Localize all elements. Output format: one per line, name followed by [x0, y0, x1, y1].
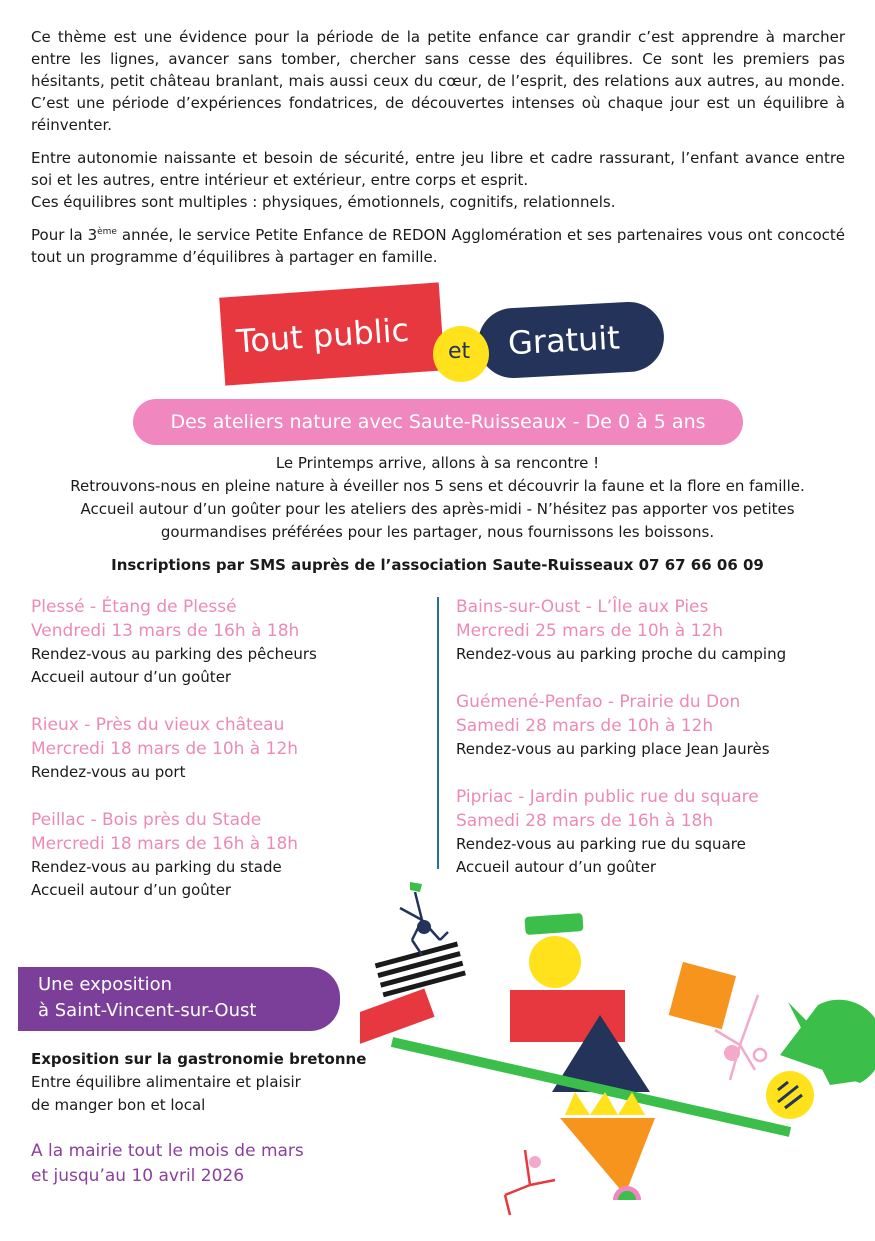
green-bar-shape: [524, 913, 583, 935]
event-date: Mercredi 18 mars de 10h à 12h: [31, 739, 299, 759]
column-divider: [437, 597, 439, 869]
intro-paragraph-1: Ce thème est une évidence pour la période de la petite enfance car grandir c’est apprendre à marcher entre les lignes, avancer sans tomber, chercher sans cesse des équilibres. Ce sont les premiers pas hésitants, petit château branlant, mais aussi ceux du cœur, de l’esprit, des relations aux autres, au monde. C’est une période d’expériences fondatrices, de découvertes intenses où chaque jour est un équilibre à réinventer.: [31, 28, 845, 134]
event-date: Mercredi 25 mars de 10h à 12h: [456, 621, 724, 641]
event-info: Rendez-vous au parking place Jean Jaurès: [456, 740, 770, 758]
yellow-maze-circle-shape: [766, 1071, 814, 1119]
ateliers-line-3: Accueil autour d’un goûter pour les ateliers des après-midi - N’hésitez pas apporter vos petites: [80, 500, 795, 518]
event-info: Accueil autour d’un goûter: [31, 668, 232, 686]
yellow-zigzag-shape: [565, 1092, 645, 1115]
event-place: Peillac - Bois près du Stade: [31, 810, 262, 830]
event-info: Rendez-vous au parking du stade: [31, 858, 282, 876]
exposition-line-1: Entre équilibre alimentaire et plaisir: [31, 1073, 301, 1091]
gratuit-badge: [476, 300, 665, 380]
exposition-description: [31, 1048, 366, 1117]
intro-paragraph-2b: Ces équilibres sont multiples : physiques, émotionnels, cognitifs, relationnels.: [31, 193, 616, 211]
event-info: Rendez-vous au parking proche du camping: [456, 645, 787, 663]
event-place: Rieux - Près du vieux château: [31, 715, 285, 735]
event-info: Rendez-vous au parking des pêcheurs: [31, 645, 317, 663]
orange-square-shape: [669, 962, 736, 1029]
event-info: Rendez-vous au port: [31, 763, 186, 781]
event-info: Accueil autour d’un goûter: [456, 858, 657, 876]
exposition-banner-line-1: Une exposition: [38, 974, 173, 995]
tout-public-label: Tout public: [234, 310, 411, 361]
event-date: Samedi 28 mars de 10h à 12h: [456, 716, 714, 736]
tout-public-badge: [219, 282, 445, 385]
exposition-banner-line-2: à Saint-Vincent-sur-Oust: [38, 1000, 257, 1021]
event-date: Mercredi 18 mars de 16h à 18h: [31, 834, 299, 854]
intro-p3-pre: Pour la 3: [31, 226, 98, 244]
event-peillac: [31, 808, 298, 902]
event-date: Samedi 28 mars de 16h à 18h: [456, 811, 714, 831]
ateliers-line-2: Retrouvons-nous en pleine nature à éveiller nos 5 sens et découvrir la faune et la flore en famille.: [70, 477, 805, 495]
event-info: Rendez-vous au parking rue du square: [456, 835, 746, 853]
ateliers-line-1: Le Printemps arrive, allons à sa rencontre !: [275, 454, 600, 472]
intro-p3-post: année, le service Petite Enfance de REDON Agglomération et ses partenaires vous ont concocté tout un programme d’équilibres à partager en famille.: [31, 226, 845, 266]
intro-p3-sup: ème: [97, 227, 117, 237]
event-pipriac: [456, 785, 759, 879]
exposition-date-line-1: A la mairie tout le mois de mars: [31, 1141, 304, 1161]
exposition-date-line-2: et jusqu’au 10 avril 2026: [31, 1166, 245, 1186]
orange-triangle-shape: [560, 1118, 655, 1195]
event-date: Vendredi 13 mars de 16h à 18h: [31, 621, 300, 641]
balance-illustration: [360, 870, 875, 1241]
event-info: Accueil autour d’un goûter: [31, 881, 232, 899]
event-place: Pipriac - Jardin public rue du square: [456, 787, 759, 807]
event-place: Guémené-Penfao - Prairie du Don: [456, 692, 741, 712]
et-label: et: [448, 339, 471, 364]
ateliers-description: [40, 452, 835, 544]
event-guemene-penfao: [456, 690, 770, 761]
inscription-text: Inscriptions par SMS auprès de l’association Saute-Ruisseaux 07 67 66 06 09: [111, 556, 764, 574]
intro-text: [31, 26, 845, 279]
event-rieux: [31, 713, 298, 784]
yellow-circle-shape: [529, 936, 581, 988]
ateliers-banner: Des ateliers nature avec Saute-Ruisseaux - De 0 à 5 ans: [133, 399, 743, 445]
gratuit-label: Gratuit: [507, 318, 621, 363]
intro-paragraph-3: [31, 224, 845, 268]
et-badge: [433, 326, 489, 382]
exposition-title: Exposition sur la gastronomie bretonne: [31, 1050, 367, 1068]
exposition-line-2: de manger bon et local: [31, 1096, 206, 1114]
event-plesse: [31, 595, 317, 689]
event-place: Bains-sur-Oust - L’Île aux Pies: [456, 597, 709, 617]
exposition-banner: [18, 967, 340, 1031]
intro-paragraph-2a: Entre autonomie naissante et besoin de sécurité, entre jeu libre et cadre rassurant, l’enfant avance entre soi et les autres, entre intérieur et extérieur, entre corps et esprit.: [31, 149, 845, 189]
exposition-dates: [31, 1139, 304, 1189]
ateliers-line-4: gourmandises préférées pour les partager, nous fournissons les boissons.: [160, 523, 715, 541]
event-bains-sur-oust: [456, 595, 786, 666]
event-place: Plessé - Étang de Plessé: [31, 597, 237, 617]
intro-paragraph-2: [31, 147, 845, 213]
